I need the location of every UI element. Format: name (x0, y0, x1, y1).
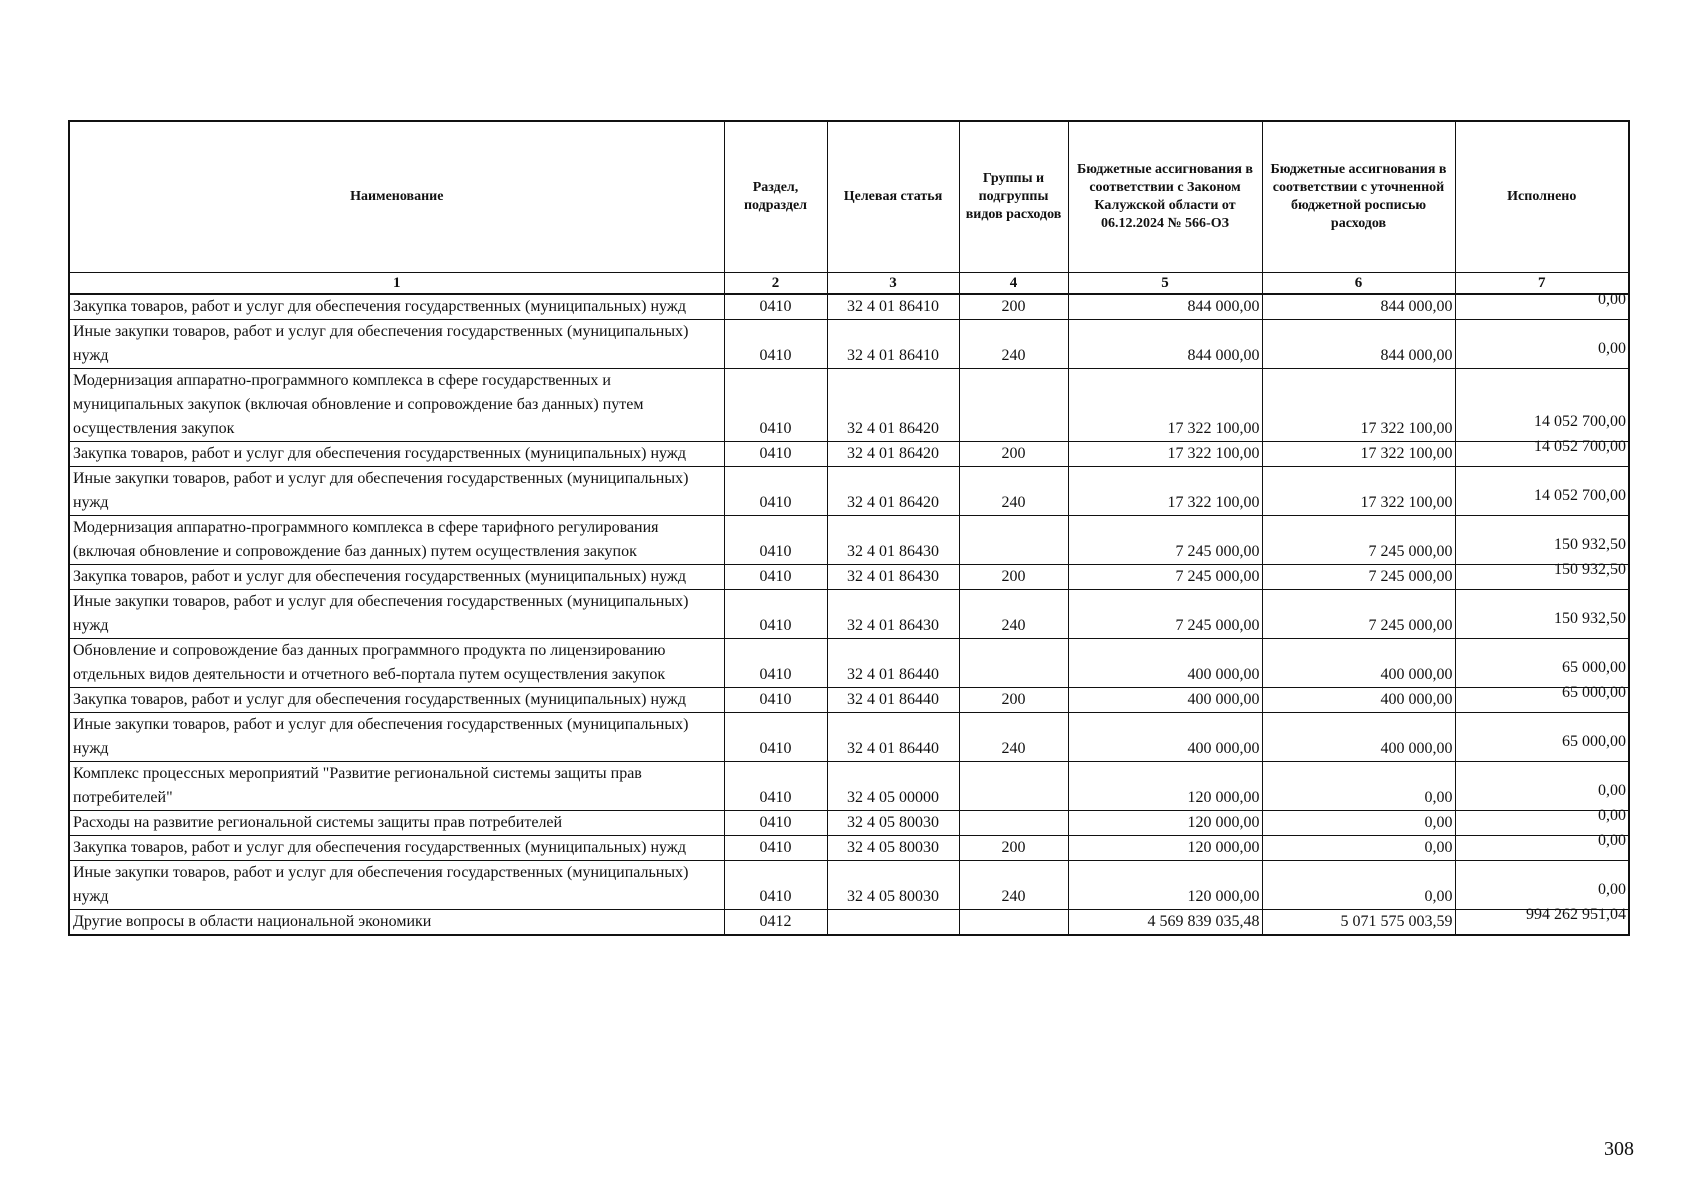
table-row (69, 836, 1629, 861)
row-law-amount: 120 000,00 (1068, 811, 1262, 836)
row-target: 32 4 01 86420 (827, 467, 959, 516)
row-executed-value: 150 932,50 (1554, 536, 1626, 553)
row-executed (1455, 320, 1629, 369)
row-group (959, 910, 1068, 936)
table-row (69, 369, 1629, 442)
row-executed (1455, 684, 1629, 713)
row-group: 240 (959, 861, 1068, 910)
row-name: Закупка товаров, работ и услуг для обеспечения государственных (муниципальных) нужд (69, 294, 724, 320)
row-group: 240 (959, 590, 1068, 639)
row-group (959, 369, 1068, 442)
row-name: Иные закупки товаров, работ и услуг для обеспечения государственных (муниципальных) нужд (69, 467, 724, 516)
row-refined-amount: 400 000,00 (1262, 639, 1455, 688)
row-executed (1455, 832, 1629, 861)
row-executed-value: 14 052 700,00 (1534, 413, 1626, 430)
row-target: 32 4 01 86440 (827, 639, 959, 688)
row-refined-amount: 17 322 100,00 (1262, 467, 1455, 516)
row-refined-amount: 5 071 575 003,59 (1262, 910, 1455, 936)
row-section: 0412 (724, 910, 827, 936)
row-group: 240 (959, 467, 1068, 516)
row-law-amount: 7 245 000,00 (1068, 565, 1262, 590)
row-executed (1455, 590, 1629, 639)
row-law-amount: 400 000,00 (1068, 639, 1262, 688)
row-executed (1455, 906, 1629, 936)
column-number: 4 (959, 273, 1068, 295)
row-group (959, 762, 1068, 811)
row-target: 32 4 05 80030 (827, 811, 959, 836)
row-executed-value: 0,00 (1598, 782, 1626, 799)
row-refined-amount: 7 245 000,00 (1262, 590, 1455, 639)
row-law-amount: 7 245 000,00 (1068, 590, 1262, 639)
row-executed-value: 65 000,00 (1562, 733, 1626, 750)
row-executed-value: 994 262 951,04 (1526, 906, 1626, 923)
row-executed (1455, 438, 1629, 467)
header-section: Раздел, подраздел (724, 121, 827, 273)
table-row (69, 688, 1629, 713)
table-row (69, 639, 1629, 688)
row-refined-amount: 17 322 100,00 (1262, 442, 1455, 467)
row-executed-value: 14 052 700,00 (1534, 438, 1626, 455)
row-section: 0410 (724, 811, 827, 836)
row-name: Закупка товаров, работ и услуг для обеспечения государственных (муниципальных) нужд (69, 688, 724, 713)
row-section: 0410 (724, 639, 827, 688)
column-number: 1 (69, 273, 724, 295)
table-row (69, 811, 1629, 836)
table-row (69, 713, 1629, 762)
row-section: 0410 (724, 516, 827, 565)
row-group: 200 (959, 442, 1068, 467)
row-executed (1455, 639, 1629, 688)
page-number: 308 (1604, 1138, 1634, 1160)
row-refined-amount: 0,00 (1262, 762, 1455, 811)
row-law-amount: 400 000,00 (1068, 688, 1262, 713)
row-section: 0410 (724, 565, 827, 590)
column-number: 7 (1455, 273, 1629, 295)
row-section: 0410 (724, 320, 827, 369)
header-executed: Исполнено (1455, 121, 1629, 273)
row-group: 200 (959, 565, 1068, 590)
row-executed-value: 150 932,50 (1554, 561, 1626, 578)
row-group: 200 (959, 294, 1068, 320)
row-section: 0410 (724, 713, 827, 762)
row-target: 32 4 01 86430 (827, 590, 959, 639)
row-executed-value: 0,00 (1598, 807, 1626, 824)
row-target: 32 4 01 86410 (827, 320, 959, 369)
row-group (959, 639, 1068, 688)
row-law-amount: 844 000,00 (1068, 320, 1262, 369)
row-refined-amount: 0,00 (1262, 811, 1455, 836)
row-executed-value: 0,00 (1598, 832, 1626, 849)
header-name: Наименование (69, 121, 724, 273)
table-row (69, 516, 1629, 565)
row-section: 0410 (724, 861, 827, 910)
row-target: 32 4 01 86430 (827, 565, 959, 590)
row-executed (1455, 861, 1629, 910)
row-section: 0410 (724, 467, 827, 516)
row-executed (1455, 291, 1629, 320)
row-law-amount: 7 245 000,00 (1068, 516, 1262, 565)
row-executed-value: 65 000,00 (1562, 659, 1626, 676)
row-law-amount: 17 322 100,00 (1068, 467, 1262, 516)
column-number: 6 (1262, 273, 1455, 295)
row-law-amount: 17 322 100,00 (1068, 442, 1262, 467)
row-law-amount: 120 000,00 (1068, 836, 1262, 861)
row-executed (1455, 713, 1629, 762)
row-name: Иные закупки товаров, работ и услуг для обеспечения государственных (муниципальных) нужд (69, 713, 724, 762)
header-refined: Бюджетные ассигнования в соответствии с уточненной бюджетной росписью расходов (1262, 121, 1455, 273)
row-target: 32 4 01 86420 (827, 369, 959, 442)
row-target: 32 4 01 86440 (827, 688, 959, 713)
column-number: 2 (724, 273, 827, 295)
table-row (69, 910, 1629, 936)
column-number-row (69, 273, 1629, 295)
row-target (827, 910, 959, 936)
row-target: 32 4 05 00000 (827, 762, 959, 811)
row-refined-amount: 17 322 100,00 (1262, 369, 1455, 442)
table-row (69, 320, 1629, 369)
row-law-amount: 4 569 839 035,48 (1068, 910, 1262, 936)
table-row (69, 590, 1629, 639)
row-group: 240 (959, 320, 1068, 369)
row-section: 0410 (724, 590, 827, 639)
row-section: 0410 (724, 369, 827, 442)
row-name: Расходы на развитие региональной системы защиты прав потребителей (69, 811, 724, 836)
row-section: 0410 (724, 762, 827, 811)
row-executed (1455, 369, 1629, 442)
row-refined-amount: 844 000,00 (1262, 294, 1455, 320)
row-executed (1455, 762, 1629, 811)
row-target: 32 4 01 86410 (827, 294, 959, 320)
row-law-amount: 120 000,00 (1068, 861, 1262, 910)
row-target: 32 4 05 80030 (827, 861, 959, 910)
row-executed-value: 0,00 (1598, 340, 1626, 357)
row-target: 32 4 01 86420 (827, 442, 959, 467)
table-row (69, 861, 1629, 910)
table-row (69, 762, 1629, 811)
row-executed-value: 150 932,50 (1554, 610, 1626, 627)
row-name: Модернизация аппаратно-программного комплекса в сфере государственных и муниципальных закупок (включая обновление и сопровождение баз данных) путем осуществления закупок (69, 369, 724, 442)
row-name: Комплекс процессных мероприятий "Развитие региональной системы защиты прав потребителей" (69, 762, 724, 811)
row-executed (1455, 516, 1629, 565)
row-group: 240 (959, 713, 1068, 762)
row-refined-amount: 7 245 000,00 (1262, 516, 1455, 565)
row-law-amount: 120 000,00 (1068, 762, 1262, 811)
row-law-amount: 17 322 100,00 (1068, 369, 1262, 442)
table-row (69, 294, 1629, 320)
row-group: 200 (959, 836, 1068, 861)
row-target: 32 4 05 80030 (827, 836, 959, 861)
row-executed (1455, 561, 1629, 590)
row-target: 32 4 01 86440 (827, 713, 959, 762)
row-group (959, 516, 1068, 565)
row-executed (1455, 467, 1629, 516)
table-row (69, 565, 1629, 590)
row-name: Закупка товаров, работ и услуг для обеспечения государственных (муниципальных) нужд (69, 565, 724, 590)
column-number: 3 (827, 273, 959, 295)
row-name: Иные закупки товаров, работ и услуг для обеспечения государственных (муниципальных) нужд (69, 320, 724, 369)
table-row (69, 442, 1629, 467)
row-section: 0410 (724, 294, 827, 320)
row-name: Модернизация аппаратно-программного комплекса в сфере тарифного регулирования (включая обновление и сопровождение баз данных) путем осуществления закупок (69, 516, 724, 565)
header-law: Бюджетные ассигнования в соответствии с Законом Калужской области от 06.12.2024 № 566-ОЗ (1068, 121, 1262, 273)
row-name: Закупка товаров, работ и услуг для обеспечения государственных (муниципальных) нужд (69, 442, 724, 467)
row-refined-amount: 844 000,00 (1262, 320, 1455, 369)
row-section: 0410 (724, 442, 827, 467)
row-law-amount: 400 000,00 (1068, 713, 1262, 762)
row-executed-value: 0,00 (1598, 291, 1626, 308)
column-number: 5 (1068, 273, 1262, 295)
row-executed-value: 0,00 (1598, 881, 1626, 898)
row-name: Иные закупки товаров, работ и услуг для обеспечения государственных (муниципальных) нужд (69, 861, 724, 910)
header-group: Группы и подгруппы видов расходов (959, 121, 1068, 273)
row-group (959, 811, 1068, 836)
row-law-amount: 844 000,00 (1068, 294, 1262, 320)
header-row (69, 121, 1629, 273)
row-name: Обновление и сопровождение баз данных программного продукта по лицензированию отдельных видов деятельности и отчетного веб-портала путем осуществления закупок (69, 639, 724, 688)
row-target: 32 4 01 86430 (827, 516, 959, 565)
row-executed-value: 14 052 700,00 (1534, 487, 1626, 504)
table-row (69, 467, 1629, 516)
row-name: Закупка товаров, работ и услуг для обеспечения государственных (муниципальных) нужд (69, 836, 724, 861)
row-refined-amount: 0,00 (1262, 836, 1455, 861)
row-section: 0410 (724, 688, 827, 713)
row-name: Иные закупки товаров, работ и услуг для обеспечения государственных (муниципальных) нужд (69, 590, 724, 639)
row-refined-amount: 400 000,00 (1262, 688, 1455, 713)
row-refined-amount: 7 245 000,00 (1262, 565, 1455, 590)
row-name: Другие вопросы в области национальной экономики (69, 910, 724, 936)
row-refined-amount: 0,00 (1262, 861, 1455, 910)
header-target: Целевая статья (827, 121, 959, 273)
row-refined-amount: 400 000,00 (1262, 713, 1455, 762)
row-group: 200 (959, 688, 1068, 713)
row-section: 0410 (724, 836, 827, 861)
budget-table (68, 120, 1630, 936)
row-executed-value: 65 000,00 (1562, 684, 1626, 701)
